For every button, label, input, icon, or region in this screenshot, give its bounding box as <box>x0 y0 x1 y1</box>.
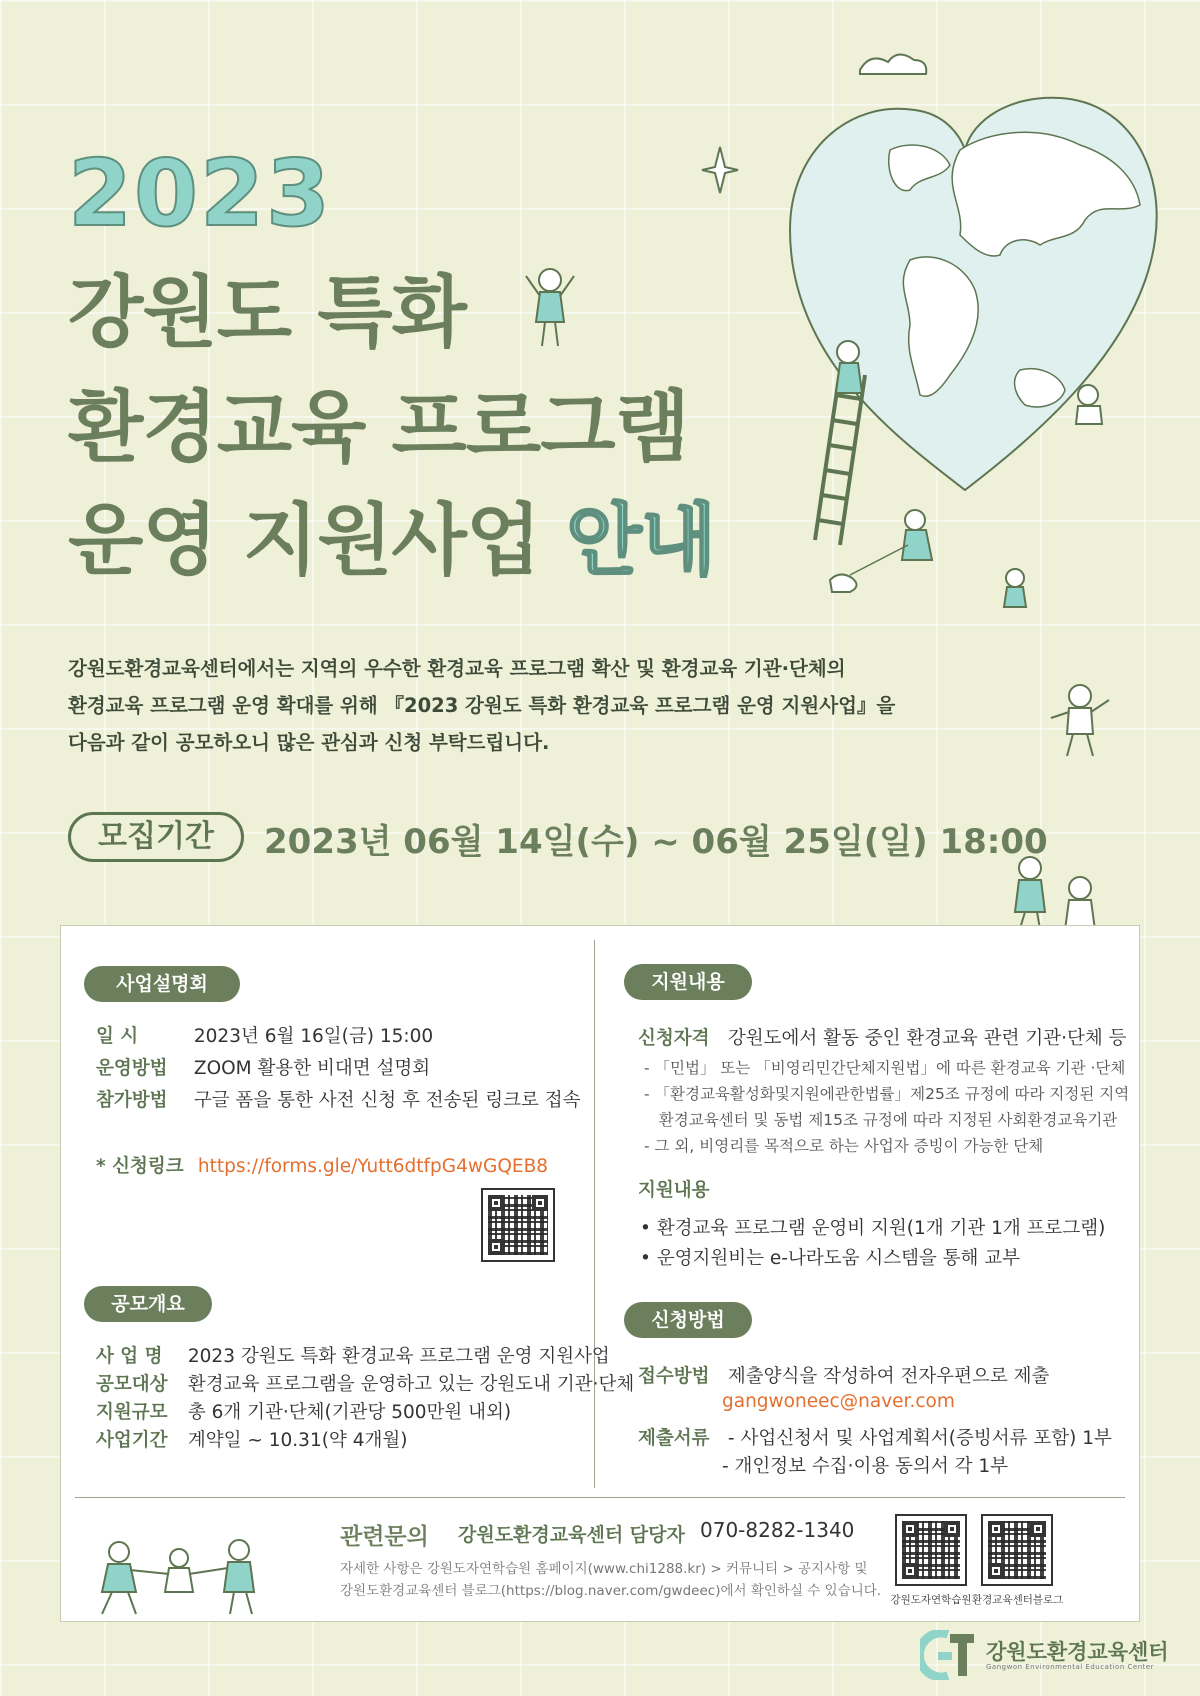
briefing-row-method <box>96 1054 430 1080</box>
overview-row-scale <box>96 1398 511 1424</box>
overview-name-label: 사 업 명 <box>96 1346 163 1367</box>
overview-scale-label: 지원규모 <box>96 1402 168 1423</box>
eligibility-item: - 「민법」 또는 「비영리민간단체지원법」에 따른 환경교육 기관 ·단체 <box>644 1059 1126 1077</box>
briefing-link-row <box>96 1152 548 1178</box>
briefing-row-date <box>96 1022 433 1048</box>
overview-row-target <box>96 1370 634 1396</box>
overview-period-label: 사업기간 <box>96 1430 168 1451</box>
qr-caption-blog: 환경교육센터블로그 <box>972 1594 1064 1606</box>
footer-divider <box>75 1497 1125 1498</box>
eligibility-item: - 「환경교육활성화및지원에관한법률」제25조 규정에 따라 지정된 지역 <box>644 1085 1130 1103</box>
period-value: 2023년 06월 14일(수) ~ 06월 25일(일) 18:00 <box>264 822 1048 862</box>
support-content-label: 지원내용 <box>638 1180 710 1201</box>
overview-row-period <box>96 1426 407 1452</box>
sparkle-icon <box>700 145 740 195</box>
title-line-1: 강원도 특화 <box>68 268 466 358</box>
overview-name-value: 2023 강원도 특화 환경교육 프로그램 운영 지원사업 <box>187 1346 610 1367</box>
overview-section-title: 공모개요 <box>84 1286 212 1322</box>
overview-target-label: 공모대상 <box>96 1374 168 1395</box>
briefing-date-value: 2023년 6월 16일(금) 15:00 <box>193 1026 434 1047</box>
overview-period-value: 계약일 ~ 10.31(약 4개월) <box>187 1430 408 1451</box>
apply-method-value: 제출양식을 작성하여 전자우편으로 제출 <box>727 1366 1050 1387</box>
intro-line-3: 다음과 같이 공모하오니 많은 관심과 신청 부탁드립니다. <box>68 731 550 754</box>
apply-docs-label: 제출서류 <box>638 1428 710 1449</box>
column-divider <box>594 940 595 1488</box>
briefing-participation-value: 구글 폼을 통한 사전 신청 후 전송된 링크로 접속 <box>193 1090 581 1111</box>
support-content-item: • 환경교육 프로그램 운영비 지원(1개 기관 1개 프로그램) <box>640 1218 1106 1239</box>
briefing-section-title: 사업설명회 <box>84 966 240 1002</box>
inquiry-org: 강원도환경교육센터 담당자 <box>458 1524 685 1546</box>
apply-doc-item: - 개인정보 수집·이용 동의서 각 1부 <box>722 1456 1009 1477</box>
inquiry-phone: 070-8282-1340 <box>700 1518 855 1542</box>
eligibility-value: 강원도에서 활동 중인 환경교육 관련 기관·단체 등 <box>727 1028 1127 1049</box>
briefing-row-participation <box>96 1086 581 1112</box>
intro-paragraph <box>68 650 928 761</box>
center-logo-subtitle: Gangwon Environmental Education Center <box>986 1663 1155 1671</box>
period-label-badge: 모집기간 <box>68 812 244 862</box>
inquiry-label: 관련문의 <box>340 1524 429 1550</box>
application-qr-code <box>481 1188 555 1262</box>
apply-doc-item: - 사업신청서 및 사업계획서(증빙서류 포함) 1부 <box>727 1428 1112 1449</box>
footer-note-line-1: 자세한 사항은 강원도자연학습원 홈페이지(www.chi1288.kr) > 커뮤니티 > 공지사항 및 <box>340 1561 868 1577</box>
apply-docs-row <box>638 1424 1112 1450</box>
center-logo-name: 강원도환경교육센터 <box>986 1640 1169 1664</box>
waving-child-illustration <box>520 262 580 352</box>
children-holding-hands-illustration <box>84 1538 294 1618</box>
eligibility-item: - 그 외, 비영리를 목적으로 하는 사업자 증빙이 가능한 단체 <box>644 1137 1044 1155</box>
apply-method-row <box>638 1362 1049 1388</box>
title-accent: 안내 <box>566 496 716 586</box>
title-line-2: 환경교육 프로그램 <box>68 383 689 473</box>
apply-section-title: 신청방법 <box>624 1302 752 1338</box>
support-content-item: • 운영지원비는 e-나라도움 시스템을 통해 교부 <box>640 1248 1021 1269</box>
briefing-method-value: ZOOM 활용한 비대면 설명회 <box>193 1058 431 1079</box>
overview-target-value: 환경교육 프로그램을 운영하고 있는 강원도내 기관·단체 <box>187 1374 635 1395</box>
nature-center-qr-code <box>895 1514 967 1586</box>
briefing-date-label: 일 시 <box>96 1026 139 1047</box>
apply-email-link[interactable]: gangwoneec@naver.com <box>722 1391 955 1412</box>
footer-note-line-2: 강원도환경교육센터 블로그(https://blog.naver.com/gwdeec)에서 확인하실 수 있습니다. <box>340 1583 882 1599</box>
eligibility-item: 환경교육센터 및 동법 제15조 규정에 따라 지정된 사회환경교육기관 <box>644 1111 1118 1129</box>
overview-row-name <box>96 1342 610 1368</box>
briefing-method-label: 운영방법 <box>96 1058 168 1079</box>
blog-qr-code <box>981 1514 1053 1586</box>
eligibility-label: 신청자격 <box>638 1028 710 1049</box>
eligibility-row <box>638 1024 1126 1050</box>
title-year: 2023 <box>68 140 333 247</box>
title-line-3 <box>68 478 715 590</box>
intro-line-1: 강원도환경교육센터에서는 지역의 우수한 환경교육 프로그램 확산 및 환경교육 기관·단체의 <box>68 657 846 680</box>
heart-globe-illustration <box>760 40 1200 680</box>
overview-scale-value: 총 6개 기관·단체(기관당 500만원 내외) <box>187 1402 512 1423</box>
support-section-title: 지원내용 <box>624 964 752 1000</box>
briefing-participation-label: 참가방법 <box>96 1090 168 1111</box>
intro-line-2: 환경교육 프로그램 운영 확대를 위해 『2023 강원도 특화 환경교육 프로그램 운영 지원사업』을 <box>68 694 896 717</box>
briefing-link-label: * 신청링크 <box>96 1156 184 1177</box>
center-logo-icon <box>920 1630 978 1680</box>
apply-method-label: 접수방법 <box>638 1366 710 1387</box>
title-line-3-main: 운영 지원사업 <box>68 496 541 586</box>
jumping-child-illustration <box>1045 680 1115 760</box>
qr-caption-nature-center: 강원도자연학습원 <box>890 1594 972 1606</box>
application-link[interactable]: https://forms.gle/Yutt6dtfpG4wGQEB8 <box>197 1156 549 1177</box>
